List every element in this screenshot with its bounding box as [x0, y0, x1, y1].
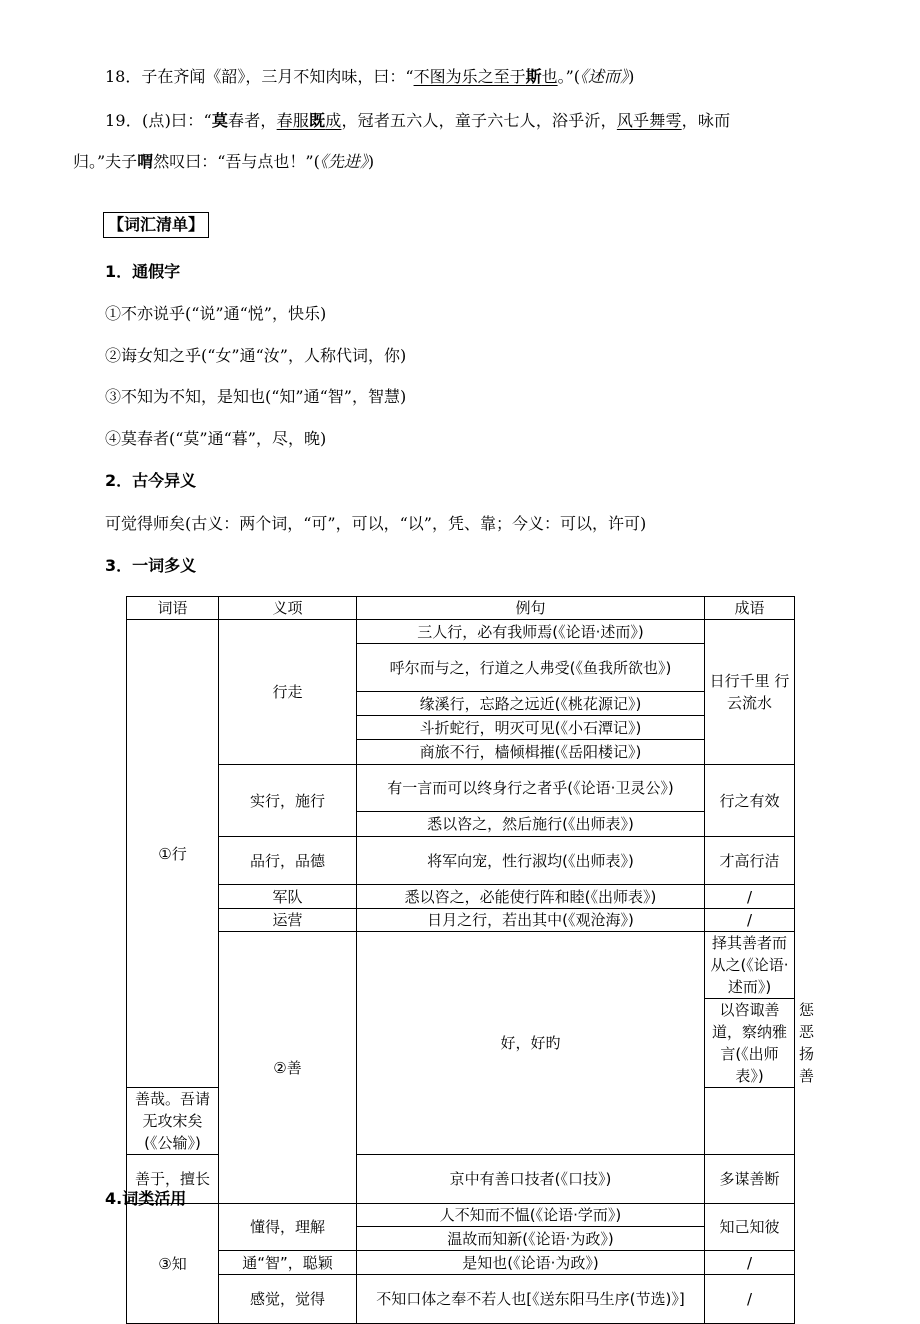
bold-char: 喟 [137, 152, 154, 171]
example-cell: 商旅不行，樯倾楫摧(《岳阳楼记》) [357, 740, 705, 765]
example-cell: 缘溪行，忘路之远近(《桃花源记》) [357, 692, 705, 716]
header-meaning: 义项 [219, 597, 357, 620]
meaning-cell: 感觉，觉得 [219, 1275, 357, 1324]
example-cell: 以咨诹善道，察纳雅言(《出师表》) [705, 999, 795, 1088]
example-cell: 三人行，必有我师焉(《论语·述而》) [357, 620, 705, 644]
quote-text: 归。”夫子 [73, 152, 138, 171]
meaning-cell: 行走 [219, 620, 357, 765]
meaning-cell: 通“智”，聪颖 [219, 1251, 357, 1275]
word-cell: ②善 [219, 932, 357, 1204]
idiom-cell: 日行千里 行云流水 [705, 620, 795, 765]
quote-text: ) [628, 67, 635, 86]
tongjia-item: ②诲女知之乎(“女”通“汝”，人称代词，你) [105, 346, 407, 365]
heading-gujin: 2．古今异义 [105, 471, 197, 490]
underlined-phrase: 春服 [276, 111, 310, 130]
heading-yiciduoyi: 3．一词多义 [105, 556, 197, 575]
tongjia-item: ③不知为不知，是知也(“知”通“智”，智慧) [105, 387, 407, 406]
quote-text: 春者， [228, 111, 277, 130]
underlined-phrase: 不图为乐之至于 [413, 67, 526, 86]
underlined-phrase: 也 [541, 67, 558, 86]
idiom-cell: / [705, 885, 795, 909]
header-example: 例句 [357, 597, 705, 620]
example-cell: 日月之行，若出其中(《观沧海》) [357, 909, 705, 932]
example-cell: 斗折蛇行，明灭可见(《小石潭记》) [357, 716, 705, 740]
example-cell: 不知口体之奉不若人也[《送东阳马生序(节选)》] [357, 1275, 705, 1324]
quote-source: 《先进》 [319, 152, 368, 171]
word-cell: ①行 [127, 620, 219, 1088]
bold-underlined-char: 斯 [525, 67, 542, 86]
meaning-cell: 好，好旳 [357, 932, 705, 1155]
example-cell: 有一言而可以终身行之者乎(《论语·卫灵公》) [357, 765, 705, 812]
bold-char: 莫 [211, 111, 229, 130]
example-cell: 京中有善口技者(《口技》) [357, 1155, 705, 1204]
tongjia-item: ④莫春者(“莫”通“暮”，尽，晚) [105, 429, 327, 448]
idiom-cell: 才高行洁 [705, 837, 795, 885]
example-cell: 温故而知新(《论语·为政》) [357, 1227, 705, 1251]
quote-text: 。”( [557, 67, 581, 86]
quote-19-line2 [73, 151, 374, 173]
quote-text: ) [367, 152, 375, 171]
example-cell: 悉以咨之，然后施行(《出师表》) [357, 812, 705, 837]
idiom-cell: 行之有效 [705, 765, 795, 837]
example-cell: 悉以咨之，必能使行阵和睦(《出师表》) [357, 885, 705, 909]
gujin-text: 可觉得师矣(古义：两个词，“可”，可以，“以”，凭、靠；今义：可以，许可) [105, 514, 647, 533]
meaning-cell: 实行，施行 [219, 765, 357, 837]
example-cell: 是知也(《论语·为政》) [357, 1251, 705, 1275]
quote-text: ，咏而 [681, 111, 731, 130]
underlined-phrase: 风乎舞雩 [616, 111, 682, 130]
example-cell: 呼尔而与之，行道之人弗受(《鱼我所欲也》) [357, 644, 705, 692]
idiom-cell: / [705, 1275, 795, 1324]
section-title-box: 【词汇清单】 [103, 212, 209, 238]
example-cell: 将军向宠，性行淑均(《出师表》) [357, 837, 705, 885]
meaning-cell: 军队 [219, 885, 357, 909]
quote-source: 《述而》 [580, 67, 629, 86]
tongjia-item: ①不亦说乎(“说”通“悦”，快乐) [105, 304, 327, 323]
idiom-cell: / [705, 1251, 795, 1275]
underlined-phrase: 成 [325, 111, 342, 130]
idiom-cell: 知己知彼 [705, 1204, 795, 1251]
polysemy-table: 词语 义项 例句 成语 ①行 行走 三人行，必有我师焉(《论语·述而》) 日行千里 行云流水 呼尔而与之，行道之人弗受(《鱼我所欲也》) 缘溪行，忘路之远近(《桃花源记》) 斗折蛇行，明灭可见(《小石潭记》) 商旅不行，樯倾楫摧(《岳阳楼记》) 实行，施行 有一言而可以终身行之者乎(《论语·卫灵公》) 行之有效 悉以咨之，然后施行(《出师表》) 品行，品德 将军向宠，性行淑均(《出师表》) 才高行洁 军队 悉以咨之，必能使行阵和睦(《出师表》) / 运营 日月之行，若出其中(《观沧海》) / ②善 好，好旳 择其善者而从之(《论语·述而》) 惩恶扬善 以咨诹善道，察纳雅言(《出师表》) 善哉。吾请无攻宋矣(《公输》) 善于，擅长 京中有善口技者(《口技》) 多谋善断 ③知 懂得，理解 人不知而不愠(《论语·学而》) 知己知彼 温故而知新(《论语·为政》) 通“智”，聪颖 是知也(《论语·为政》) / 感觉，觉得 不知口体之奉不若人也[《送东阳马生序(节选)》] / [126, 596, 795, 1324]
example-cell: 择其善者而从之(《论语·述而》) [705, 932, 795, 999]
meaning-cell: 品行，品德 [219, 837, 357, 885]
heading-tongjia: 1．通假字 [105, 262, 181, 281]
idiom-cell: 多谋善断 [705, 1155, 795, 1204]
meaning-cell: 懂得，理解 [219, 1204, 357, 1251]
bold-underlined-char: 既 [309, 111, 326, 130]
quote-number: 19．(点)曰：“ [105, 111, 212, 130]
quote-text: ，冠者五六人，童子六七人，浴乎沂， [341, 111, 617, 130]
meaning-cell: 善于，擅长 [127, 1155, 219, 1204]
example-cell: 善哉。吾请无攻宋矣(《公输》) [127, 1088, 219, 1155]
word-cell: ③知 [127, 1204, 219, 1324]
heading-cileihuoyong: 4.词类活用 [105, 1189, 187, 1208]
header-idiom: 成语 [705, 597, 795, 620]
meaning-cell: 运营 [219, 909, 357, 932]
quote-number: 18． [105, 67, 142, 86]
quote-text: 然叹曰：“吾与点也！”( [153, 152, 320, 171]
idiom-cell: / [705, 909, 795, 932]
quote-text: 子在齐闻《韶》，三月不知肉味，曰：“ [141, 67, 414, 86]
quote-18 [105, 66, 634, 88]
example-cell: 人不知而不愠(《论语·学而》) [357, 1204, 705, 1227]
quote-19-line1 [105, 110, 730, 132]
header-word: 词语 [127, 597, 219, 620]
